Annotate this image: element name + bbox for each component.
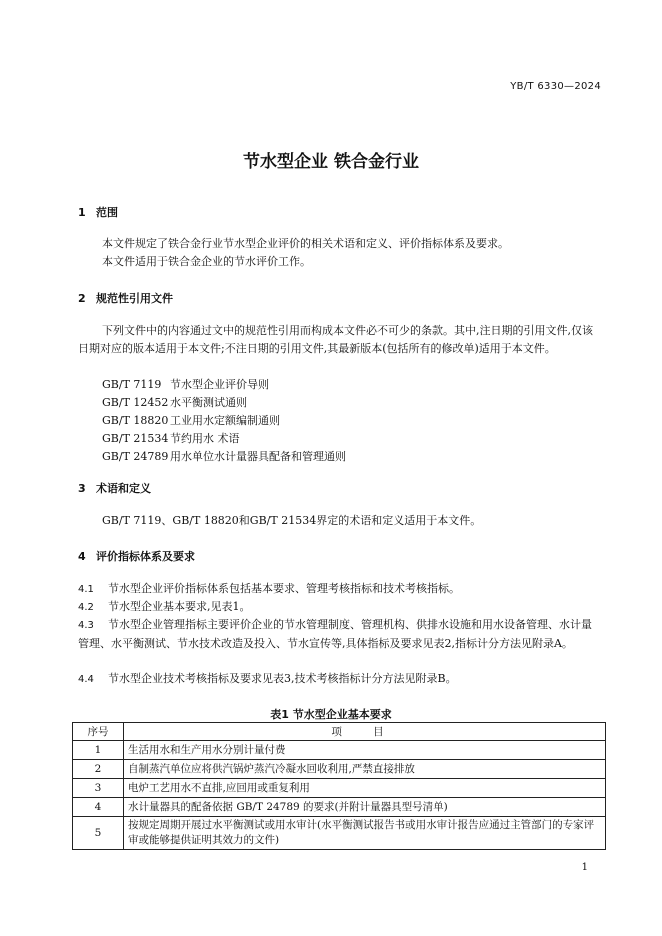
section-title: 术语和定义	[96, 482, 151, 495]
reference-item	[102, 394, 346, 412]
section-title: 范围	[96, 206, 118, 219]
reference-item	[102, 376, 346, 394]
section-2-heading	[78, 290, 173, 306]
column-header-item: 项 目	[124, 723, 606, 741]
clause-4-3	[78, 616, 602, 653]
row-item: 自制蒸汽单位应将供汽锅炉蒸汽冷凝水回收利用,严禁直接排放	[124, 760, 606, 779]
row-number: 1	[73, 741, 124, 760]
page-number: 1	[581, 862, 588, 873]
reference-item	[102, 448, 346, 466]
table-row	[73, 817, 606, 850]
section-title: 规范性引用文件	[96, 292, 173, 305]
section-number: 1	[78, 206, 86, 219]
table-row	[73, 741, 606, 760]
section-1-para-1: 本文件规定了铁合金行业节水型企业评价的相关术语和定义、评价指标体系及要求。	[102, 237, 509, 250]
clause-number: 4.3	[78, 620, 94, 631]
reference-code: GB/T 7119	[102, 378, 162, 391]
standard-code: YB/T 6330—2024	[510, 81, 601, 92]
reference-list	[102, 376, 346, 466]
section-number: 3	[78, 482, 86, 495]
clause-4-4	[78, 670, 602, 689]
clause-number: 4.1	[78, 584, 94, 595]
clause-text: 节水型企业技术考核指标及要求见表3,技术考核指标计分方法见附录B。	[108, 672, 457, 685]
section-1-heading	[78, 204, 118, 220]
table-row	[73, 798, 606, 817]
column-header-no: 序号	[73, 723, 124, 741]
reference-code: GB/T 18820	[102, 414, 169, 427]
reference-title: 水平衡测试通则	[170, 396, 247, 409]
section-4-heading	[78, 548, 195, 564]
row-item: 电炉工艺用水不直排,应回用或重复利用	[124, 779, 606, 798]
reference-code: GB/T 21534	[102, 432, 169, 445]
section-number: 2	[78, 292, 86, 305]
section-2-intro: 下列文件中的内容通过文中的规范性引用而构成本文件必不可少的条款。其中,注日期的引用文件,仅该日期对应的版本适用于本文件;不注日期的引用文件,其最新版本(包括所有的修改单)适用于本文件。	[78, 324, 593, 355]
clause-text: 节水型企业评价指标体系包括基本要求、管理考核指标和技术考核指标。	[108, 582, 460, 595]
section-1-para-2: 本文件适用于铁合金企业的节水评价工作。	[102, 255, 311, 268]
row-item: 水计量器具的配备依据 GB/T 24789 的要求(并附计量器具型号清单)	[124, 798, 606, 817]
clause-number: 4.4	[78, 674, 94, 685]
row-number: 5	[73, 817, 124, 850]
clause-4-1	[78, 580, 602, 599]
table-1	[72, 722, 606, 850]
section-3-text: GB/T 7119、GB/T 18820和GB/T 21534界定的术语和定义适用于本文件。	[102, 514, 482, 527]
reference-title: 用水单位水计量器具配备和管理通则	[170, 450, 346, 463]
reference-title: 节水型企业评价导则	[170, 378, 269, 391]
reference-title: 节约用水 术语	[170, 432, 240, 445]
table-1-title: 表1 节水型企业基本要求	[270, 708, 392, 721]
row-number: 2	[73, 760, 124, 779]
section-title: 评价指标体系及要求	[96, 550, 195, 563]
row-number: 4	[73, 798, 124, 817]
section-3-heading	[78, 480, 151, 496]
reference-code: GB/T 24789	[102, 450, 169, 463]
reference-code: GB/T 12452	[102, 396, 169, 409]
row-number: 3	[73, 779, 124, 798]
reference-item	[102, 430, 346, 448]
document-title: 节水型企业 铁合金行业	[243, 152, 419, 172]
reference-title: 工业用水定额编制通则	[170, 414, 280, 427]
clause-text: 节水型企业基本要求,见表1。	[108, 600, 251, 613]
clause-number: 4.2	[78, 602, 94, 613]
clause-text: 节水型企业管理指标主要评价企业的节水管理制度、管理机构、供排水设施和用水设备管理、水计量管理、水平衡测试、节水技术改造及投入、节水宣传等,具体指标及要求见表2,指标计分方法见附录A。	[78, 618, 592, 650]
row-item: 生活用水和生产用水分别计量付费	[124, 741, 606, 760]
table-row	[73, 779, 606, 798]
reference-item	[102, 412, 346, 430]
table-row	[73, 760, 606, 779]
section-number: 4	[78, 550, 86, 563]
table-header-row	[73, 723, 606, 741]
clause-4-2	[78, 598, 602, 617]
row-item: 按规定周期开展过水平衡测试或用水审计(水平衡测试报告书或用水审计报告应通过主管部门的专家评审或能够提供证明其效力的文件)	[124, 817, 606, 850]
